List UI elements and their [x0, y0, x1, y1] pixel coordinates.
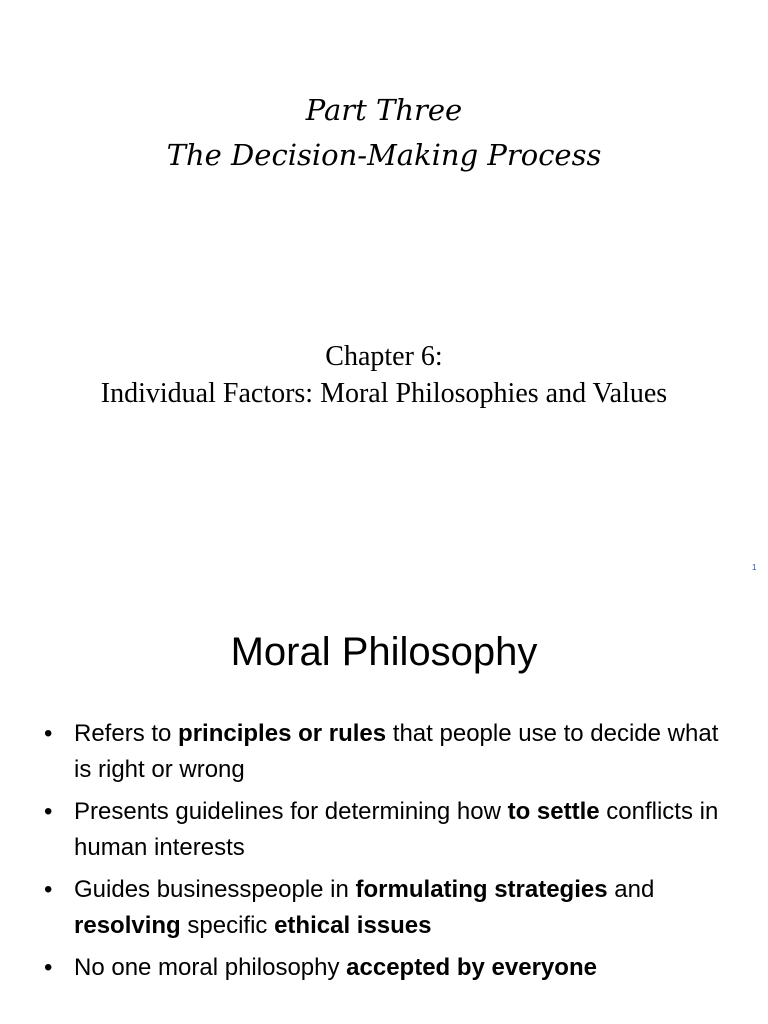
slide-title: Moral Philosophy	[230, 630, 538, 674]
slide-2	[0, 576, 768, 1024]
bullet-text: Refers to	[74, 720, 179, 747]
bullet-text: that people use to decide what is right or wrong	[74, 720, 719, 783]
bullet-dot-icon: •	[44, 954, 53, 981]
bullet-text: and	[607, 876, 655, 903]
bullet-emphasis: formulating strategies	[355, 876, 608, 903]
bullet-item	[40, 872, 740, 944]
bullet-item	[40, 794, 740, 866]
page-number: 1	[752, 563, 757, 572]
bullet-item	[40, 716, 740, 788]
chapter-title-line-2: Individual Factors: Moral Philosophies and Values	[100, 378, 668, 409]
chapter-title	[0, 338, 768, 412]
bullet-emphasis: resolving	[74, 912, 181, 939]
bullet-item	[40, 950, 740, 986]
bullet-text: Presents guidelines for determining how	[74, 798, 508, 825]
bullet-dot-icon: •	[44, 876, 53, 903]
bullet-emphasis: ethical issues	[274, 912, 432, 939]
part-title-line-2: The Decision-Making Process	[166, 138, 602, 172]
bullet-emphasis: accepted by everyone	[346, 954, 597, 981]
bullet-text: Guides businesspeople in	[74, 876, 356, 903]
bullet-list	[40, 716, 740, 992]
bullet-text: conflicts in human interests	[74, 798, 719, 861]
bullet-dot-icon: •	[44, 720, 53, 747]
bullet-emphasis: to settle	[507, 798, 600, 825]
part-title-line-1: Part Three	[305, 93, 463, 127]
part-title	[0, 88, 768, 178]
chapter-title-line-1: Chapter 6:	[325, 341, 443, 372]
bullet-emphasis: principles or rules	[178, 720, 387, 747]
bullet-text: specific	[180, 912, 275, 939]
bullet-text: No one moral philosophy	[74, 954, 347, 981]
bullet-dot-icon: •	[44, 798, 53, 825]
